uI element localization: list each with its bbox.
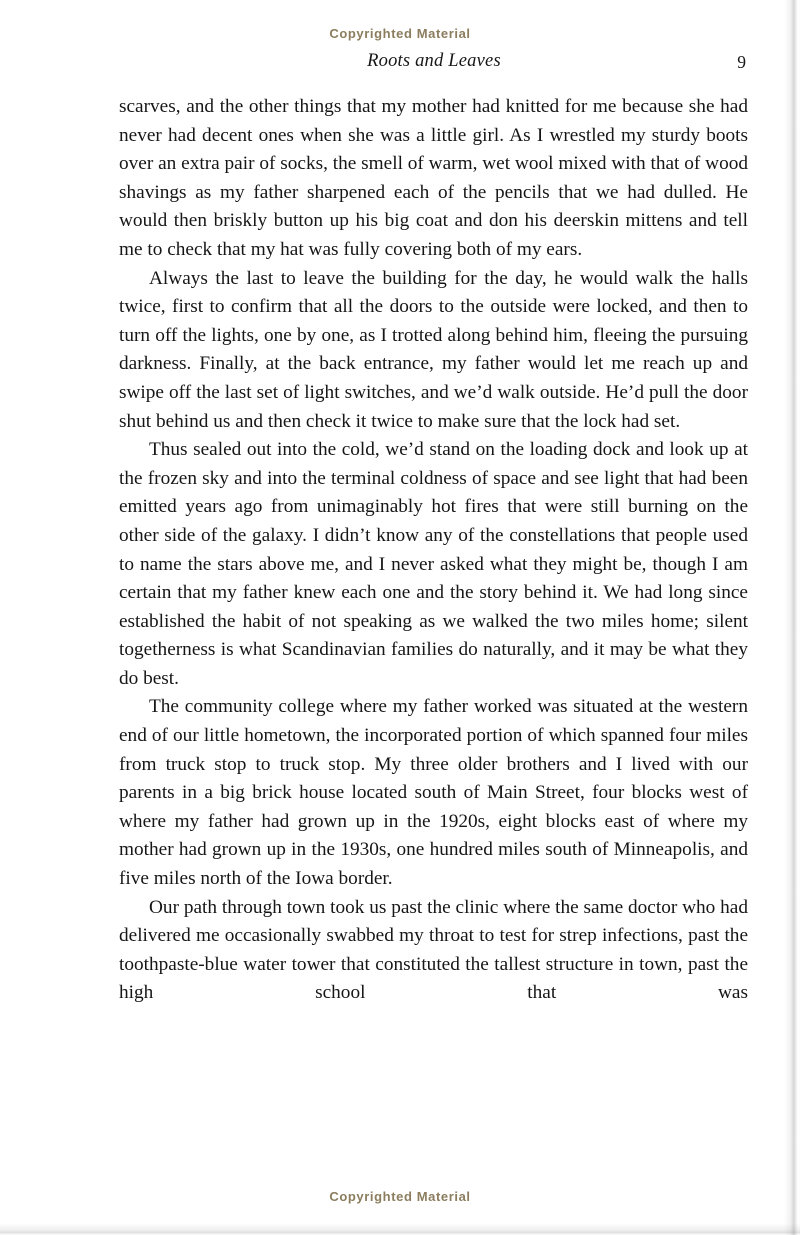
body-paragraph: The community college where my father worked was situated at the western end of our little hometown, the incorporated portion of which spanned four miles from truck stop to truck stop. My three older brothers and I lived with our parents in a big brick house located south of Main Street, four blocks west of where my father had grown up in the 1920s, eight blocks east of where my mother had grown up in the 1930s, one hundred miles south of Minneapolis, and five miles north of the Iowa border. <box>119 696 748 890</box>
running-head-row <box>120 51 748 72</box>
copyright-notice-top: Copyrighted Material <box>329 26 471 41</box>
body-paragraph: Always the last to leave the building for the day, he would walk the halls twice, first to confirm that all the doors to the outside were locked, and then to turn off the lights, one by one, as I trotted along behind him, fleeing the pursuing darkness. Finally, at the back entrance, my father would let me reach up and swipe off the last set of light switches, and we’d walk outside. He’d pull the door shut behind us and then check it twice to make sure that the lock had set. <box>119 267 748 432</box>
copyright-notice-bottom: Copyrighted Material <box>329 1189 471 1204</box>
running-head-title: Roots and Leaves <box>367 51 501 71</box>
page-edge-shadow-bottom <box>0 1223 800 1235</box>
body-paragraph: scarves, and the other things that my mother had knitted for me because she had never had decent ones when she was a little girl. As I wrestled my sturdy boots over an extra pair of socks, the smell of warm, wet wool mixed with that of wood shavings as my father sharpened each of the pencils that we had dulled. He would then briskly button up his big coat and don his deerskin mittens and tell me to check that my hat was fully covering both of my ears. <box>119 96 748 260</box>
page-number: 9 <box>737 52 746 72</box>
body-paragraph: Our path through town took us past the clinic where the same doctor who had delivered me occasionally swabbed my throat to test for strep infections, past the toothpaste-blue water tower that constituted the tallest structure in town, past the high school that was <box>119 896 748 1004</box>
page-edge-shadow-right <box>784 0 800 1235</box>
body-paragraph: Thus sealed out into the cold, we’d stand on the loading dock and look up at the frozen sky and into the terminal coldness of space and see light that had been emitted years ago from unimaginably hot fires that were still burning on the other side of the galaxy. I didn’t know any of the constellations that people used to name the stars above me, and I never asked what they might be, though I am certain that my father knew each one and the story behind it. We had long since established the habit of not speaking as we walked the two miles home; silent togetherness is what Scandinavian families do naturally, and it may be what they do best. <box>119 439 748 689</box>
page-body <box>119 93 748 1008</box>
